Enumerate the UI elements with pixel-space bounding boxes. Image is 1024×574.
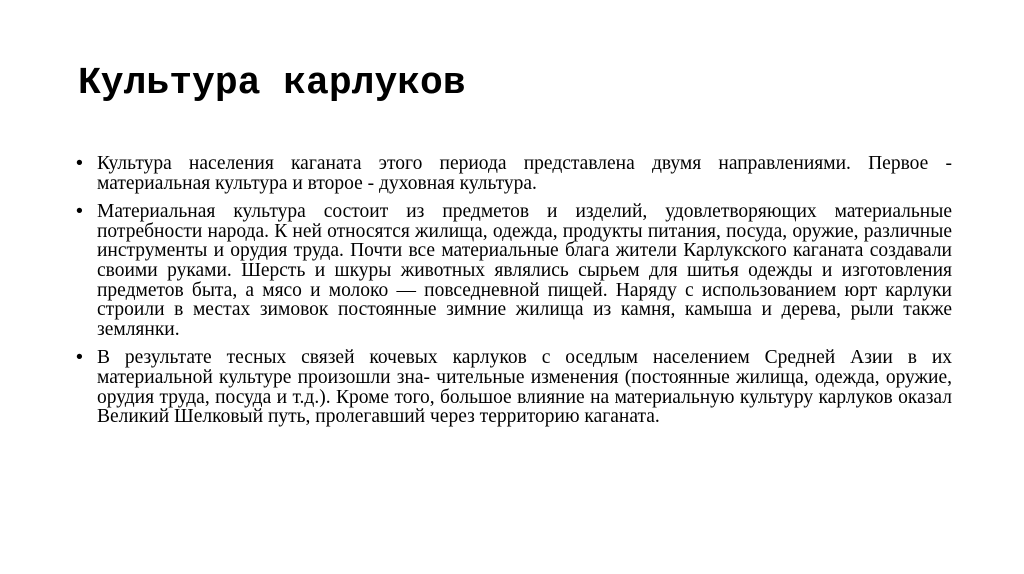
bullet-text: Материальная культура состоит из предметов и изделий, удовлетворяющих материальные потребности народа. К ней относятся жилища, одежда, продукты питания, посуда, оружие, различные инструменты и орудия труда. Почти все материальные блага жители Карлукского каганата создавали своими руками. Шерсть и шкуры животных являлись сырьем для шитья одежды и изготовления предметов быта, а мясо и молоко — повседневной пищей. Наряду с использованием юрт карлуки строили в местах зимовок постоянные зимние жилища из камня, камыша и дерева, рыли также землянки. <box>97 201 952 340</box>
bullet-item <box>76 348 952 426</box>
bullet-marker: • <box>76 346 83 369</box>
bullet-marker: • <box>76 200 83 223</box>
bullet-text: В результате тесных связей кочевых карлуков с оседлым населением Средней Азии в их материальной культуре произошли зна- чительные изменения (постоянные жилища, одежда, оружие, орудия труда, посуда и т.д.). Кроме того, большое влияние на материальную культуру карлуков оказал Великий Шелковый путь, пролегавший через территорию каганата. <box>97 347 952 428</box>
bullet-text: Культура населения каганата этого периода представлена двумя направлениями. Первое - материальная культура и второе - духовная культура. <box>97 153 952 194</box>
bullet-list <box>76 154 952 436</box>
bullet-item <box>76 202 952 339</box>
bullet-marker: • <box>76 152 83 174</box>
slide-title: Культура карлуков <box>78 62 466 105</box>
bullet-item <box>76 154 952 193</box>
